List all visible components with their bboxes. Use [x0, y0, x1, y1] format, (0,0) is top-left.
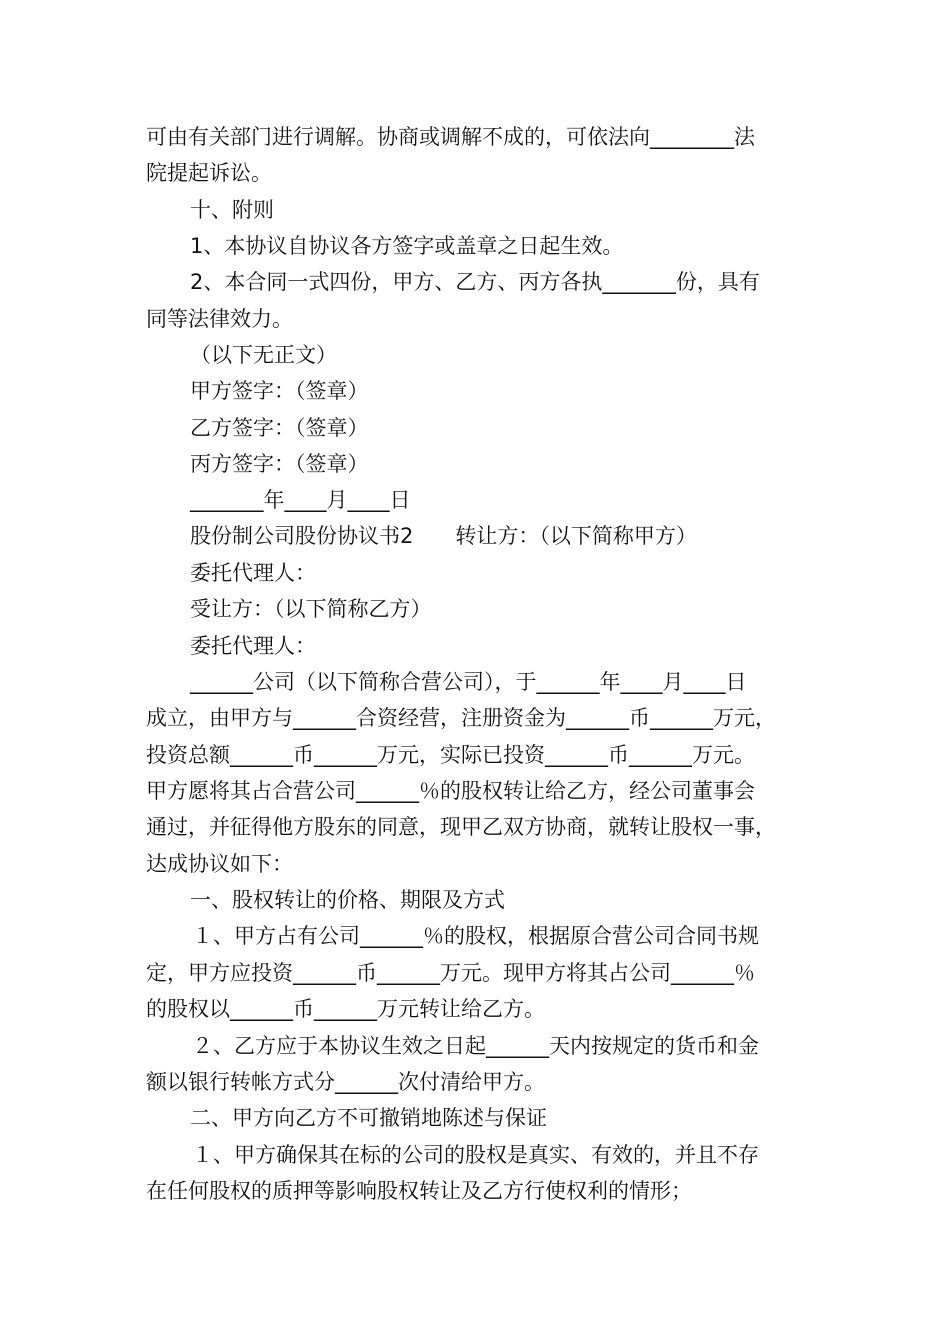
text-line: 受让方：（以下简称乙方） [190, 597, 432, 621]
text-line: 定，甲方应投资______币______万元。现甲方将其占公司______％ [146, 961, 755, 985]
text-line: ２、乙方应于本协议生效之日起______天内按规定的货币和金 [192, 1034, 759, 1058]
text-line: １、甲方占有公司______％的股权，根据原合营公司合同书规 [192, 924, 759, 948]
signature-line-party-c: 丙方签字：（签章） [190, 452, 369, 476]
text-line: 在任何股权的质押等影响股权转让及乙方行使权利的情形； [146, 1179, 692, 1203]
text-line: 院提起诉讼。 [146, 161, 272, 185]
text-line: 委托代理人： [190, 561, 316, 585]
text-line: 通过，并征得他方股东的同意，现甲乙双方协商，就转让股权一事， [146, 815, 776, 839]
signature-line-party-a: 甲方签字：（签章） [190, 379, 369, 403]
section-heading: 一、股权转让的价格、期限及方式 [190, 888, 505, 912]
text-line: 额以银行转帐方式分______次付清给甲方。 [146, 1070, 545, 1094]
text-line: 可由有关部门进行调解。协商或调解不成的，可依法向________法 [146, 125, 755, 149]
date-line: _______年____月____日 [190, 488, 411, 512]
signature-line-party-b: 乙方签字：（签章） [190, 416, 369, 440]
text-line: 成立，由甲方与______合资经营，注册资金为______币______万元， [146, 706, 776, 730]
text-line: 1、本协议自协议各方签字或盖章之日起生效。 [190, 234, 624, 258]
text-line: 甲方愿将其占合营公司______％的股权转让给乙方，经公司董事会 [146, 779, 755, 803]
text-line: １、甲方确保其在标的公司的股权是真实、有效的，并且不存 [192, 1143, 759, 1167]
text-line: ______公司（以下简称合营公司），于______年____月____日 [190, 670, 747, 694]
text-line: 投资总额______币______万元，实际已投资______币______万元。 [146, 743, 755, 767]
text-line: 同等法律效力。 [146, 307, 293, 331]
text-line: 2、本合同一式四份，甲方、乙方、丙方各执_______份，具有 [190, 270, 760, 294]
text-line: （以下无正文） [190, 343, 337, 367]
document-title-line: 股份制公司股份协议书2 转让方：（以下简称甲方） [190, 524, 697, 548]
text-line: 的股权以______币______万元转让给乙方。 [146, 997, 545, 1021]
section-heading: 二、甲方向乙方不可撤销地陈述与保证 [190, 1106, 547, 1130]
section-heading: 十、附则 [190, 198, 274, 222]
text-line: 达成协议如下： [146, 852, 293, 876]
text-line: 委托代理人： [190, 634, 316, 658]
